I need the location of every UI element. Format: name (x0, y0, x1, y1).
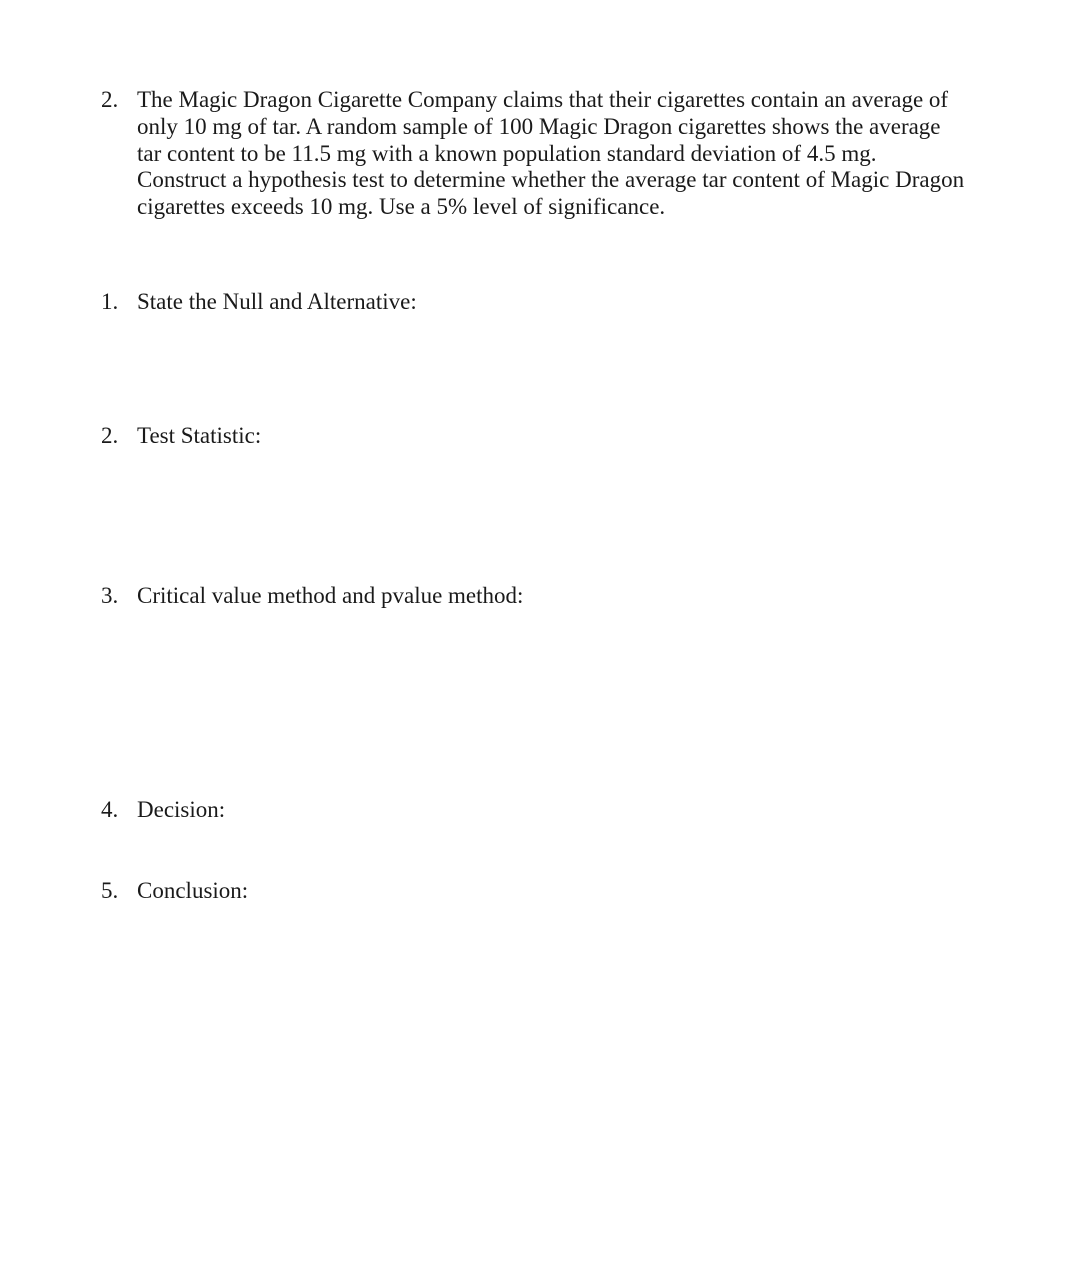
problem-text (137, 87, 987, 221)
step-number: 5. (101, 878, 119, 903)
problem-line: Construct a hypothesis test to determine whether the average tar content of Magic Dragon (137, 167, 965, 193)
step-label: Critical value method and pvalue method: (137, 583, 524, 608)
step-number: 4. (101, 797, 119, 822)
step-label: Decision: (137, 797, 226, 822)
problem-line: cigarettes exceeds 10 mg. Use a 5% level of significance. (137, 194, 666, 220)
problem-line: tar content to be 11.5 mg with a known population standard deviation of 4.5 mg. (137, 140, 877, 166)
step-number: 3. (101, 583, 119, 608)
problem-number: 2. (101, 87, 119, 112)
step-number: 2. (101, 423, 119, 448)
step-number: 1. (101, 289, 119, 314)
step-label: Test Statistic: (137, 423, 262, 448)
step-label: Conclusion: (137, 878, 249, 903)
step-label: State the Null and Alternative: (137, 289, 417, 314)
problem-line: only 10 mg of tar. A random sample of 100 Magic Dragon cigarettes shows the average (137, 113, 941, 139)
problem-line: The Magic Dragon Cigarette Company claims that their cigarettes contain an average of (137, 87, 949, 112)
